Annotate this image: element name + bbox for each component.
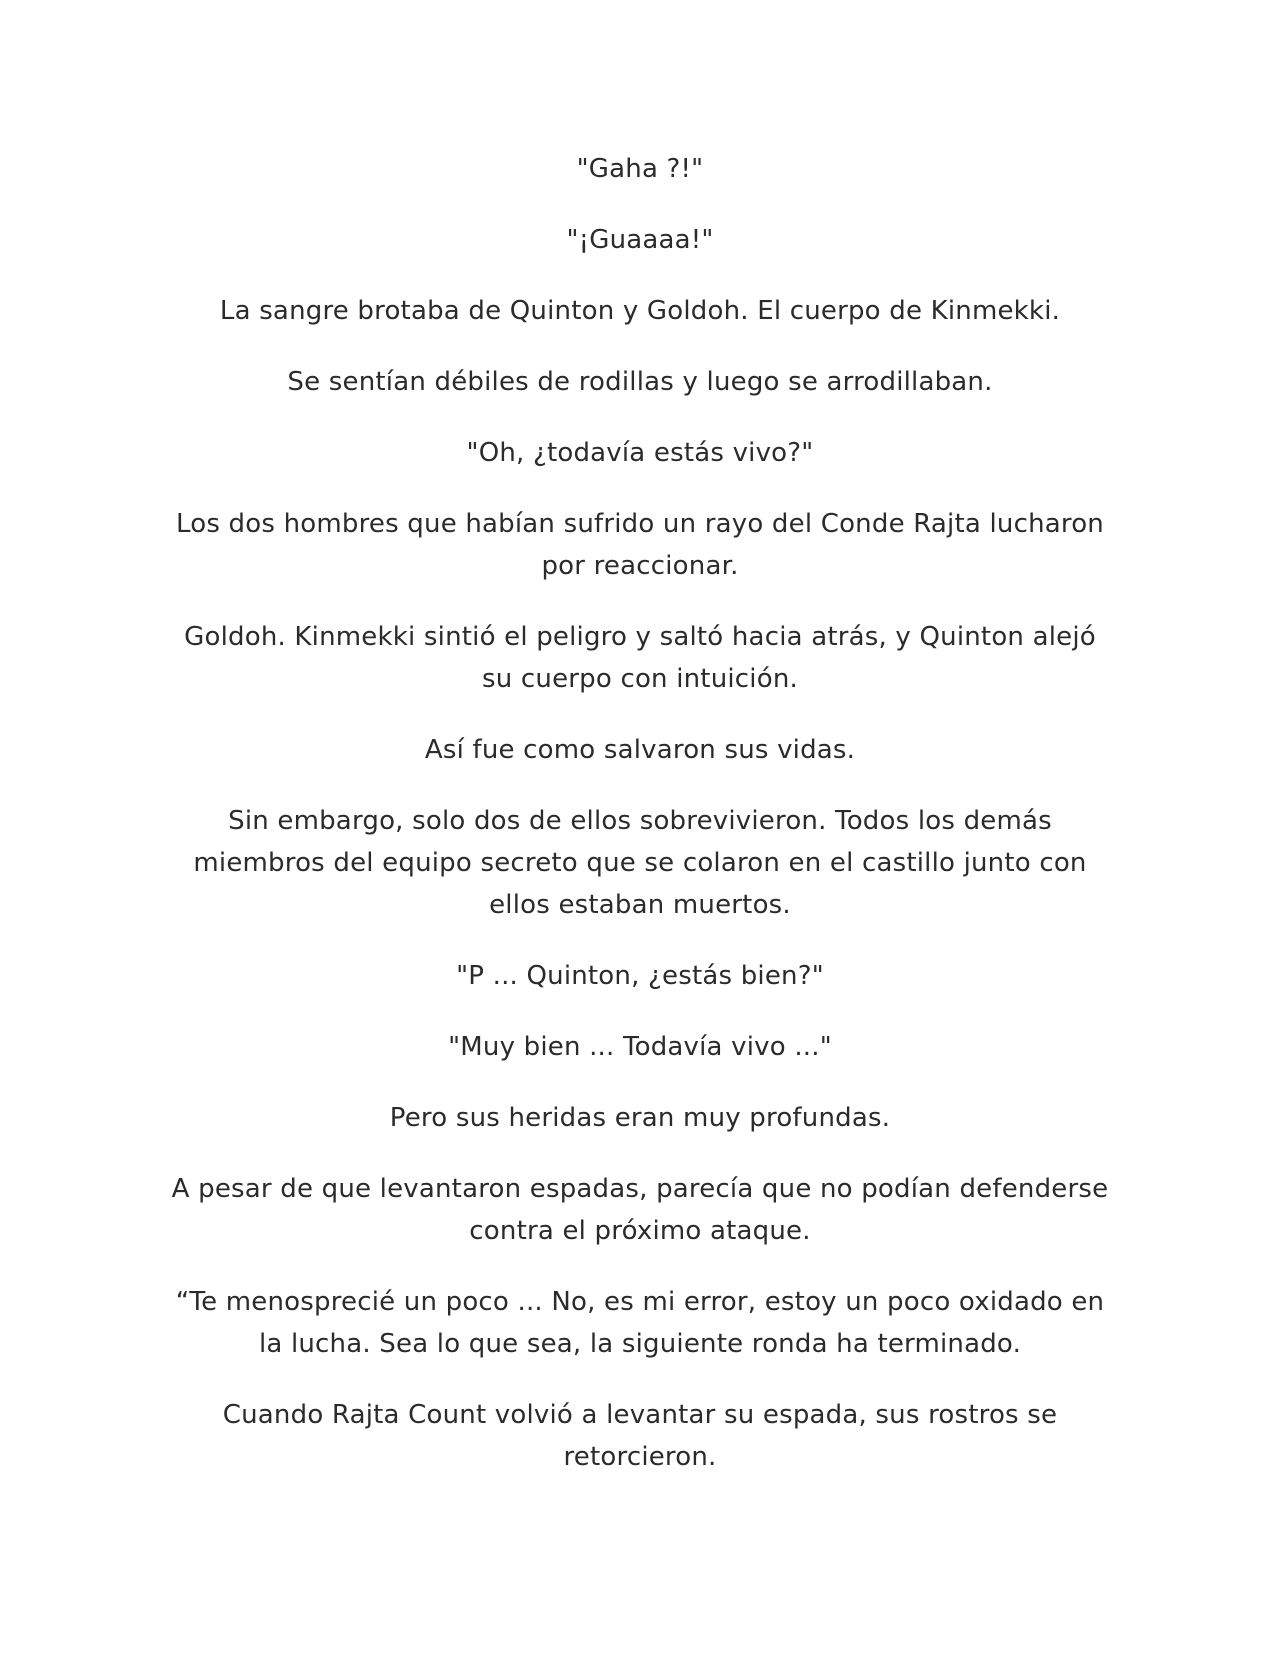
paragraph: Cuando Rajta Count volvió a levantar su espada, sus rostros se retorcieron. — [222, 1400, 1058, 1472]
paragraph: Se sentían débiles de rodillas y luego se arrodillaban. — [287, 367, 993, 397]
paragraph: A pesar de que levantaron espadas, parecía que no podían defenderse contra el próximo ataque. — [171, 1174, 1109, 1246]
paragraph: "P ... Quinton, ¿estás bien?" — [456, 961, 824, 991]
paragraph: "Oh, ¿todavía estás vivo?" — [466, 438, 814, 468]
paragraph: Los dos hombres que habían sufrido un rayo del Conde Rajta lucharon por reaccionar. — [176, 509, 1104, 581]
paragraph: Sin embargo, solo dos de ellos sobrevivieron. Todos los demás miembros del equipo secreto que se colaron en el castillo junto con ellos estaban muertos. — [193, 806, 1087, 920]
document-body — [170, 148, 1110, 1507]
paragraph: Pero sus heridas eran muy profundas. — [389, 1103, 891, 1133]
paragraph: Así fue como salvaron sus vidas. — [424, 735, 856, 765]
paragraph: Goldoh. Kinmekki sintió el peligro y saltó hacia atrás, y Quinton alejó su cuerpo con intuición. — [184, 622, 1096, 694]
paragraph: La sangre brotaba de Quinton y Goldoh. El cuerpo de Kinmekki. — [219, 296, 1061, 326]
paragraph: “Te menosprecié un poco ... No, es mi error, estoy un poco oxidado en la lucha. Sea lo que sea, la siguiente ronda ha terminado. — [175, 1287, 1105, 1359]
paragraph: "Muy bien ... Todavía vivo ..." — [448, 1032, 832, 1062]
paragraph: "¡Guaaaa!" — [566, 225, 714, 255]
paragraph: "Gaha ?!" — [576, 154, 704, 184]
